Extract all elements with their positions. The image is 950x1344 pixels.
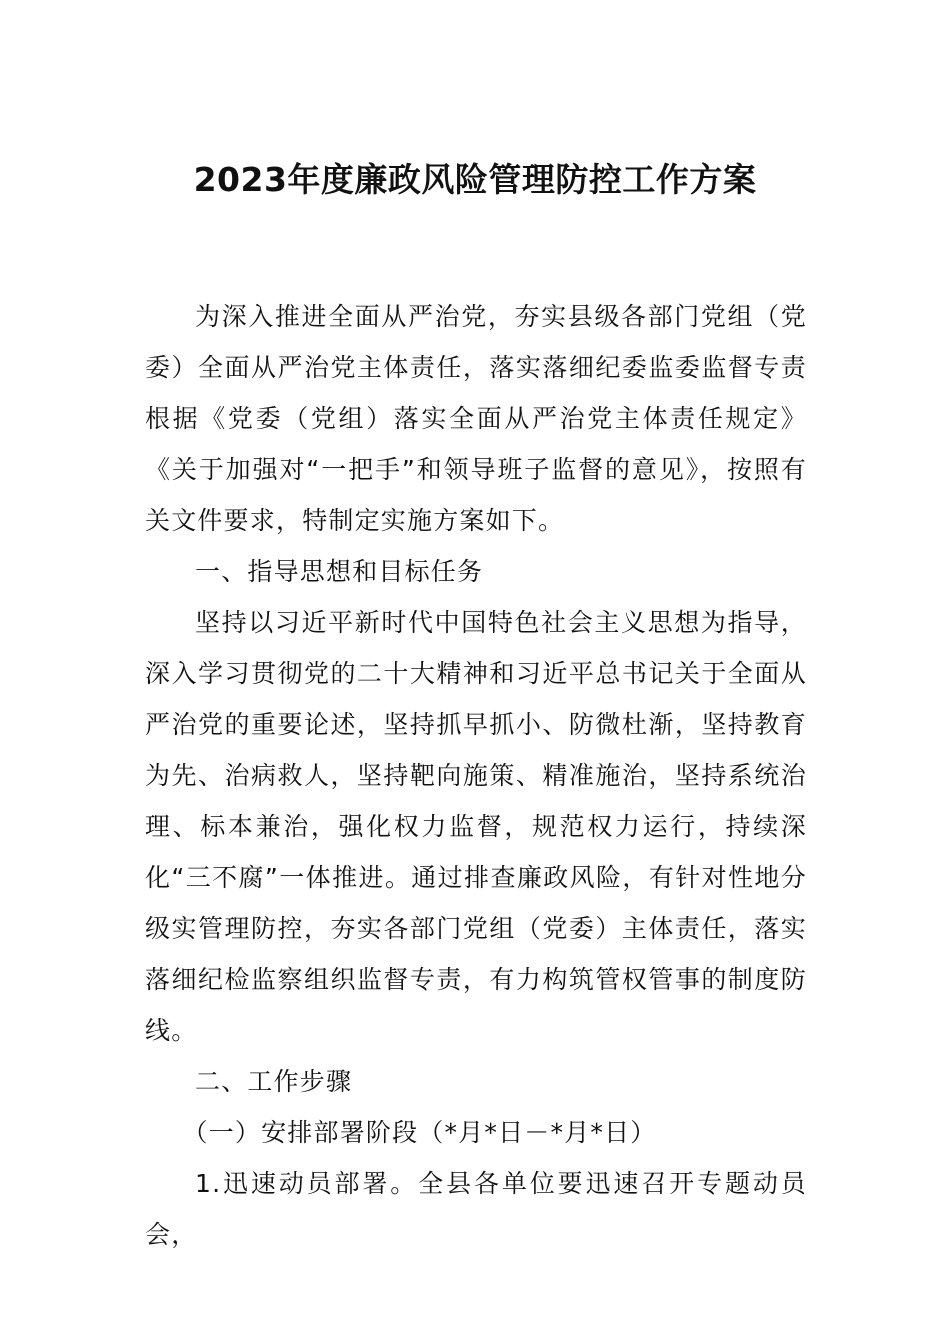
item-mobilization-paragraph: 1.迅速动员部署。全县各单位要迅速召开专题动员会，	[145, 1169, 807, 1249]
guiding-ideology-paragraph: 坚持以习近平新时代中国特色社会主义思想为指导，深入学习贯彻党的二十大精神和习近平总书记关于全面从严治党的重要论述，坚持抓早抓小、防微杜渐，坚持教育为先、治病救人，坚持靶向施策、精准施治，坚持系统治理、标本兼治，强化权力监督，规范权力运行，持续深化“三不腐”一体推进。通过排查廉政风险，有针对性地分级实管理防控，夯实各部门党组（党委）主体责任，落实落细纪检监察组织监督专责，有力构筑管权管事的制度防线。	[145, 608, 807, 1045]
intro-paragraph: 为深入推进全面从严治党，夯实县级各部门党组（党委）全面从严治党主体责任，落实落细纪委监委监督专责根据《党委（党组）落实全面从严治党主体责任规定》《关于加强对“一把手”和领导班子监督的意见》，按照有关文件要求，特制定实施方案如下。	[145, 302, 807, 535]
section-heading-guiding-ideology: 一、指导思想和目标任务	[195, 557, 484, 586]
document-title: 2023年度廉政风险管理防控工作方案	[193, 160, 757, 199]
section-heading-work-steps: 二、工作步骤	[195, 1067, 353, 1096]
document-body	[145, 291, 807, 1260]
subsection-heading-deployment-stage: （一）安排部署阶段（*月*日－*月*日）	[182, 1118, 657, 1147]
